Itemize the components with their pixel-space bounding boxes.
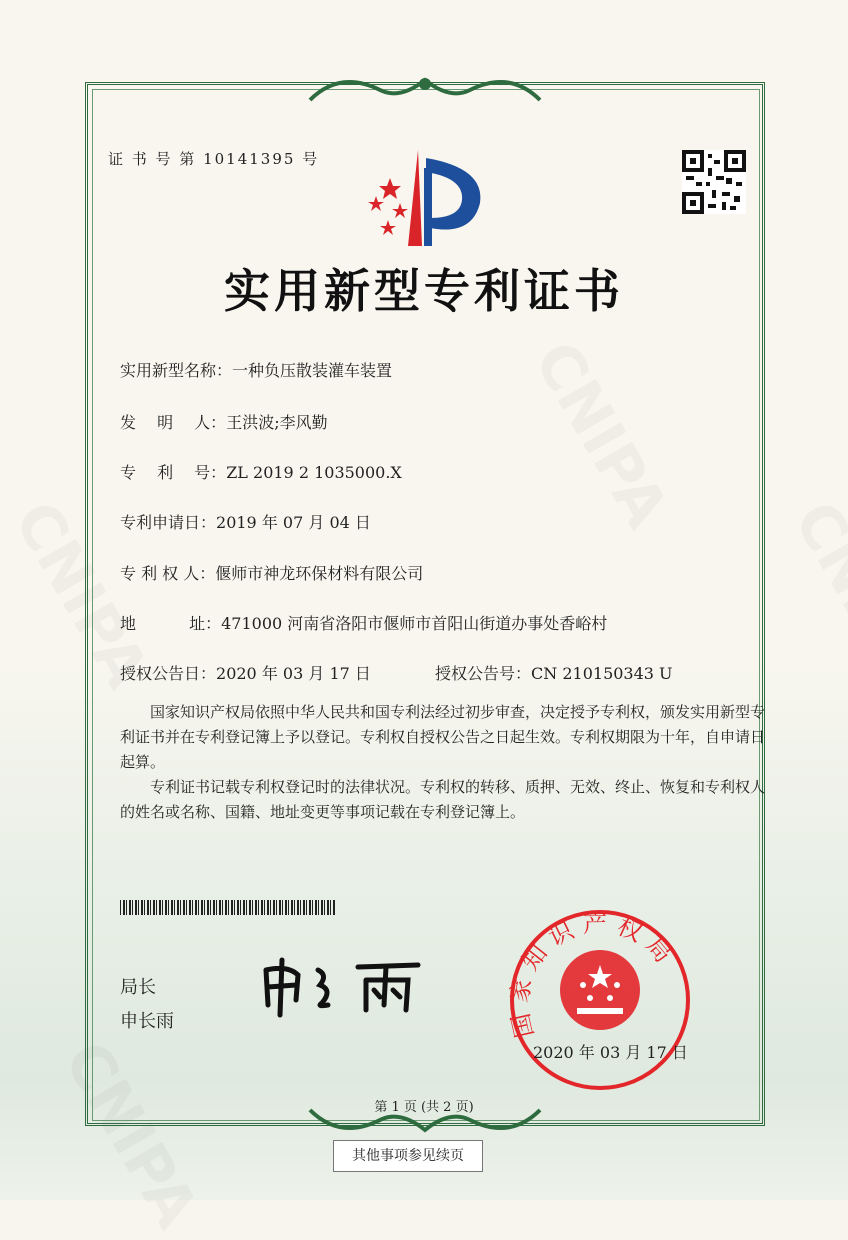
field-label: 专利申请日： <box>120 513 217 532</box>
continuation-note: 其他事项参见续页 <box>333 1140 483 1172</box>
field-value: 一种负压散装灌车装置 <box>232 361 393 380</box>
signatory-name: 申长雨 <box>120 1011 174 1032</box>
certificate-number: 证 书 号 第 10141395 号 <box>108 150 320 168</box>
field-value: 471000 河南省洛阳市偃师市首阳山街道办事处香峪村 <box>221 614 608 633</box>
field-value: 2019 年 07 月 04 日 <box>216 513 371 532</box>
field-label: 发 明 人： <box>120 413 227 432</box>
official-seal <box>505 905 695 1095</box>
signature-icon <box>258 955 438 1020</box>
page-indicator: 第 1 页 (共 2 页) <box>374 1100 474 1115</box>
field-value: CN 210150343 U <box>531 664 673 683</box>
field-label: 专 利 号： <box>120 463 227 482</box>
seal-date: 2020 年 03 月 17 日 <box>533 1043 688 1062</box>
barcode <box>120 900 335 915</box>
field-application-date <box>120 510 371 533</box>
field-value: ZL 2019 2 1035000.X <box>226 463 402 482</box>
field-patentee <box>120 561 423 584</box>
field-utility-model-name <box>120 358 392 381</box>
field-value: 偃师市神龙环保材料有限公司 <box>215 564 424 583</box>
body-paragraph: 专利证书记载专利权登记时的法律状况。专利权的转移、质押、无效、终止、恢复和专利权人的姓名或名称、国籍、地址变更等事项记载在专利登记簿上。 <box>120 778 766 821</box>
field-label: 授权公告号： <box>435 664 532 683</box>
qr-code-icon <box>682 150 746 214</box>
field-label: 地 址： <box>120 614 222 633</box>
field-value: 2020 年 03 月 17 日 <box>216 664 371 683</box>
field-patent-number <box>120 460 402 483</box>
field-grant-date <box>120 661 371 684</box>
top-ornament-icon <box>300 70 550 110</box>
certificate-title: 实用新型专利证书 <box>224 264 624 318</box>
field-label: 专 利 权 人： <box>120 564 216 583</box>
cnipa-logo-icon <box>360 148 490 248</box>
field-label: 实用新型名称： <box>120 361 233 380</box>
field-value: 王洪波;李风勤 <box>226 413 328 432</box>
seal-text: 国家知识产权局 <box>505 909 683 1041</box>
field-grant-number <box>435 661 673 684</box>
field-address <box>120 611 607 634</box>
body-paragraph: 国家知识产权局依照中华人民共和国专利法经过初步审查，决定授予专利权，颁发实用新型专利证书并在专利登记簿上予以登记。专利权自授权公告之日起生效。专利权期限为十年，自申请日起算。 <box>120 703 766 771</box>
field-label: 授权公告日： <box>120 664 217 683</box>
field-inventors <box>120 410 328 433</box>
certificate-body <box>120 700 770 825</box>
signatory-title: 局长 <box>120 977 156 998</box>
